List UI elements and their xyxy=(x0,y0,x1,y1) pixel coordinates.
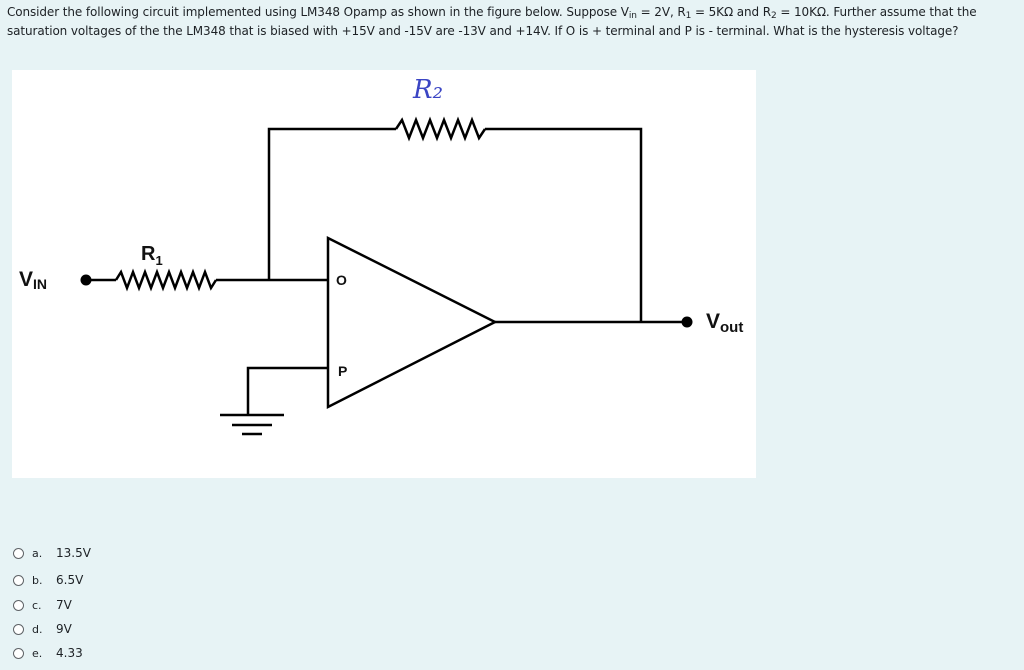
p-terminal-label: P xyxy=(338,363,348,379)
feedback-return-wire xyxy=(485,129,641,322)
vout-label: Vout xyxy=(706,310,744,336)
radio-button[interactable] xyxy=(13,575,24,586)
vout-terminal xyxy=(682,317,693,328)
answer-option-e[interactable] xyxy=(13,643,83,663)
r1-label: $R_1$ xyxy=(141,243,163,268)
o-terminal-label: O xyxy=(336,272,347,288)
radio-button[interactable] xyxy=(13,600,24,611)
r1-resistor xyxy=(116,272,216,288)
option-text: 9V xyxy=(56,622,72,636)
circuit-diagram xyxy=(12,70,756,478)
opamp-triangle xyxy=(328,238,495,407)
option-letter: e. xyxy=(32,646,43,660)
answer-option-b[interactable] xyxy=(13,570,84,590)
option-text: 6.5V xyxy=(56,573,84,587)
radio-button[interactable] xyxy=(13,548,24,559)
option-letter: a. xyxy=(32,546,43,560)
option-letter: b. xyxy=(32,573,43,587)
option-text: 7V xyxy=(56,598,72,612)
r2-label: R₂ xyxy=(413,75,443,105)
vin-label: VIN xyxy=(19,268,48,292)
radio-button[interactable] xyxy=(13,624,24,635)
option-text: 13.5V xyxy=(56,546,91,560)
question-text: Consider the following circuit implemented using LM348 Opamp as shown in the figure below. Suppose $V_{in} = 2V$, $R_1 = 5K\Omega$ and $R_2 = 10K\Omega$. Further assume that the saturation voltages of the the LM348 that is biased with +15V and -15V are -13V and +14V. If O is + terminal and P is - terminal. What is the hysteresis voltage? xyxy=(7,5,977,38)
vin-terminal xyxy=(81,275,92,286)
r2-resistor xyxy=(396,120,485,138)
option-letter: d. xyxy=(32,622,43,636)
option-text: 4.33 xyxy=(56,646,83,660)
answer-option-c[interactable] xyxy=(13,595,72,615)
answer-option-a[interactable] xyxy=(13,543,91,563)
answer-option-d[interactable] xyxy=(13,619,72,639)
ground-wire xyxy=(248,368,328,415)
circuit-figure xyxy=(12,70,756,478)
feedback-wire xyxy=(269,129,396,280)
radio-button[interactable] xyxy=(13,648,24,659)
option-letter: c. xyxy=(32,598,42,612)
